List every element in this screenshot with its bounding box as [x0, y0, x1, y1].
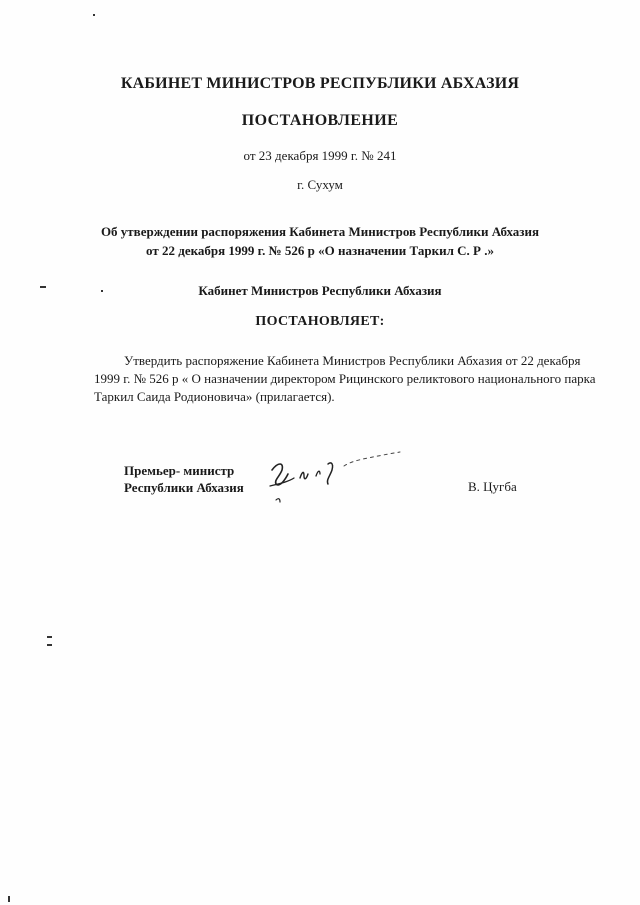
body-line-1: Утвердить распоряжение Кабинета Министров Республики Абхазия от 22 декабря	[124, 353, 581, 368]
document-date-number: от 23 декабря 1999 г. № 241	[243, 148, 397, 163]
body-line-3: Таркил Саида Родионовича» (прилагается).	[94, 389, 335, 404]
scan-speck	[8, 896, 10, 902]
document-place: г. Сухум	[297, 177, 343, 192]
scan-speck	[47, 636, 52, 638]
subject-line-1: Об утверждении распоряжения Кабинета Министров Республики Абхазия	[100, 224, 540, 239]
handwritten-signature-icon	[264, 440, 414, 510]
issuer-line: Кабинет Министров Республики Абхазия	[198, 283, 442, 298]
signer-title-line-1: Премьер- министр	[124, 463, 235, 478]
scan-speck	[40, 286, 46, 288]
subject-line-2: от 22 декабря 1999 г. № 526 р «О назначении Таркил С. Р .»	[146, 243, 494, 258]
body-line-2: 1999 г. № 526 р « О назначении директором Рицинского реликтового национального парка	[94, 371, 596, 386]
document-subject	[0, 222, 640, 260]
scan-speck	[47, 644, 52, 646]
signer-title-line-2: Республики Абхазия	[124, 480, 244, 495]
resolves-heading: ПОСТАНОВЛЯЕТ:	[255, 314, 385, 329]
scan-speck	[93, 14, 95, 16]
scan-speck	[101, 290, 103, 292]
issuing-body-title: КАБИНЕТ МИНИСТРОВ РЕСПУБЛИКИ АБХАЗИЯ	[120, 75, 520, 92]
document-type-heading: ПОСТАНОВЛЕНИЕ	[241, 112, 399, 129]
signer-title	[124, 462, 244, 496]
resolution-body	[94, 352, 596, 406]
signer-name: В. Цугба	[468, 479, 517, 494]
